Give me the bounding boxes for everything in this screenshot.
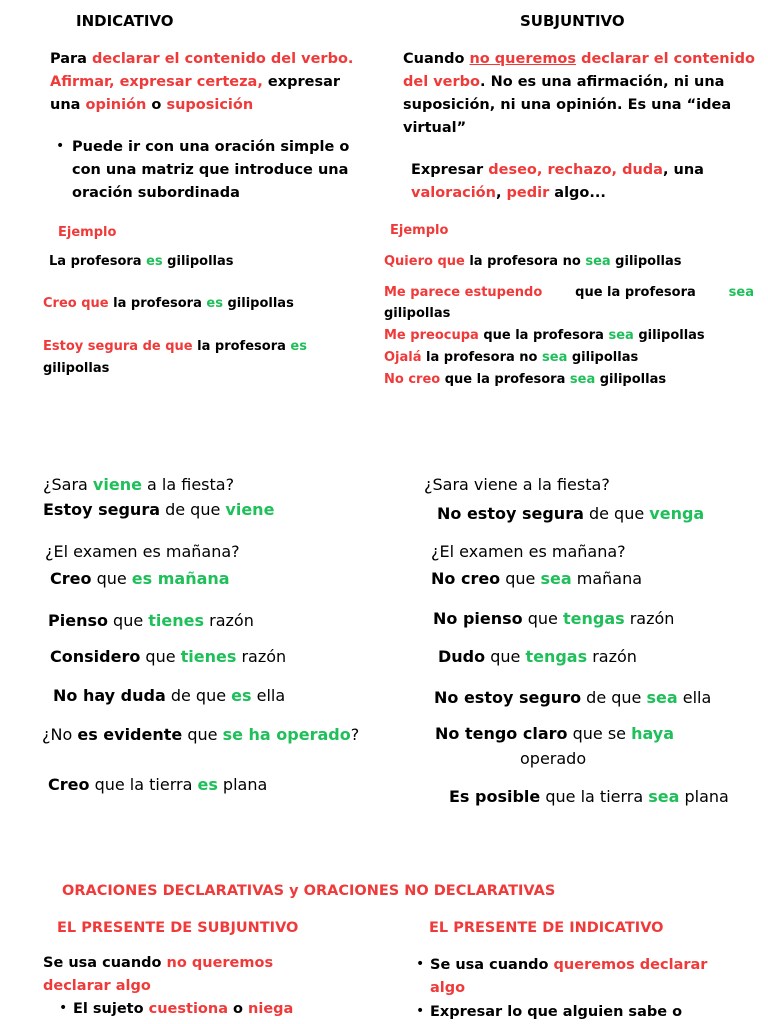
subjuntivo-example-3: Me preocupa que la profesora sea gilipollas xyxy=(384,328,705,343)
subjuntivo-example-1: Quiero que la profesora no sea gilipollas xyxy=(384,254,682,269)
indicativo-example-2: Creo que la profesora es gilipollas xyxy=(43,296,294,311)
subjuntivo-example-2: Me parece estupendo que la profesora sea xyxy=(384,285,754,300)
right-question-2: ¿El examen es mañana? xyxy=(431,542,626,561)
right-answer-7: Es posible que la tierra sea plana xyxy=(449,787,729,806)
right-question-1: ¿Sara viene a la fiesta? xyxy=(424,475,610,494)
left-answer-2: Creo que es mañana xyxy=(50,569,230,588)
left-answer-6: ¿No es evidente que se ha operado? xyxy=(42,725,360,744)
left-usage-bullet: El sujeto cuestiona o niega xyxy=(73,1001,294,1017)
left-usage-text: Se usa cuando no queremos declarar algo xyxy=(43,955,274,994)
right-answer-5: No estoy seguro de que sea ella xyxy=(434,688,712,707)
left-answer-7: Creo que la tierra es plana xyxy=(48,775,268,794)
subjuntivo-example-5: No creo que la profesora sea gilipollas xyxy=(384,372,667,387)
right-answer-2: No creo que sea mañana xyxy=(431,569,643,588)
left-answer-4: Considero que tienes razón xyxy=(50,647,287,666)
indicativo-example-label: Ejemplo xyxy=(58,225,117,240)
indicativo-example-1: La profesora es gilipollas xyxy=(49,254,234,269)
subjuntivo-example-2-cont: gilipollas xyxy=(384,306,451,321)
bullet-dot: • xyxy=(416,956,425,972)
right-answer-6-cont: operado xyxy=(520,749,587,768)
bullet-dot: • xyxy=(59,1000,68,1016)
bottom-heading: ORACIONES DECLARATIVAS y ORACIONES NO DECLARATIVAS xyxy=(62,883,556,899)
subjuntivo-example-4: Ojalá la profesora no sea gilipollas xyxy=(384,350,639,365)
indicativo-definition: Para declarar el contenido del verbo. Afirmar, expresar certeza, expresar una opinión o suposición xyxy=(50,51,354,113)
left-answer-3: Pienso que tienes razón xyxy=(48,611,254,630)
left-answer-1: Estoy segura de que viene xyxy=(43,500,275,519)
left-answer-5: No hay duda de que es ella xyxy=(53,686,286,705)
bullet-dot: • xyxy=(416,1003,425,1019)
subjuntivo-example-label: Ejemplo xyxy=(390,223,449,238)
subjuntivo-definition: Cuando no queremos declarar el contenido del verbo. No es una afirmación, ni una suposición, ni una opinión. Es una “idea virtual” xyxy=(403,51,755,136)
right-answer-3: No pienso que tengas razón xyxy=(433,609,675,628)
bullet-dot: • xyxy=(56,138,65,154)
sub-left-heading: EL PRESENTE DE SUBJUNTIVO xyxy=(57,920,299,936)
left-question-2: ¿El examen es mañana? xyxy=(45,542,240,561)
right-answer-6: No tengo claro que se haya xyxy=(435,724,675,743)
right-answer-4: Dudo que tengas razón xyxy=(438,647,637,666)
subjuntivo-title: SUBJUNTIVO xyxy=(520,12,625,30)
left-question-1: ¿Sara viene a la fiesta? xyxy=(43,475,235,494)
right-answer-1: No estoy segura de que venga xyxy=(437,504,705,523)
indicativo-bullet-text: Puede ir con una oración simple o con una matriz que introduce una oración subordinada xyxy=(72,139,350,201)
subjuntivo-expresar: Expresar deseo, rechazo, duda, una valoración, pedir algo... xyxy=(411,162,704,201)
right-usage-bullet-2: Expresar lo que alguien sabe o xyxy=(430,1004,683,1020)
indicativo-title: INDICATIVO xyxy=(76,12,174,30)
sub-right-heading: EL PRESENTE DE INDICATIVO xyxy=(429,920,664,936)
indicativo-example-3: Estoy segura de que la profesora es gilipollas xyxy=(43,339,307,376)
right-usage-bullet-1: Se usa cuando queremos declarar algo xyxy=(430,957,708,996)
